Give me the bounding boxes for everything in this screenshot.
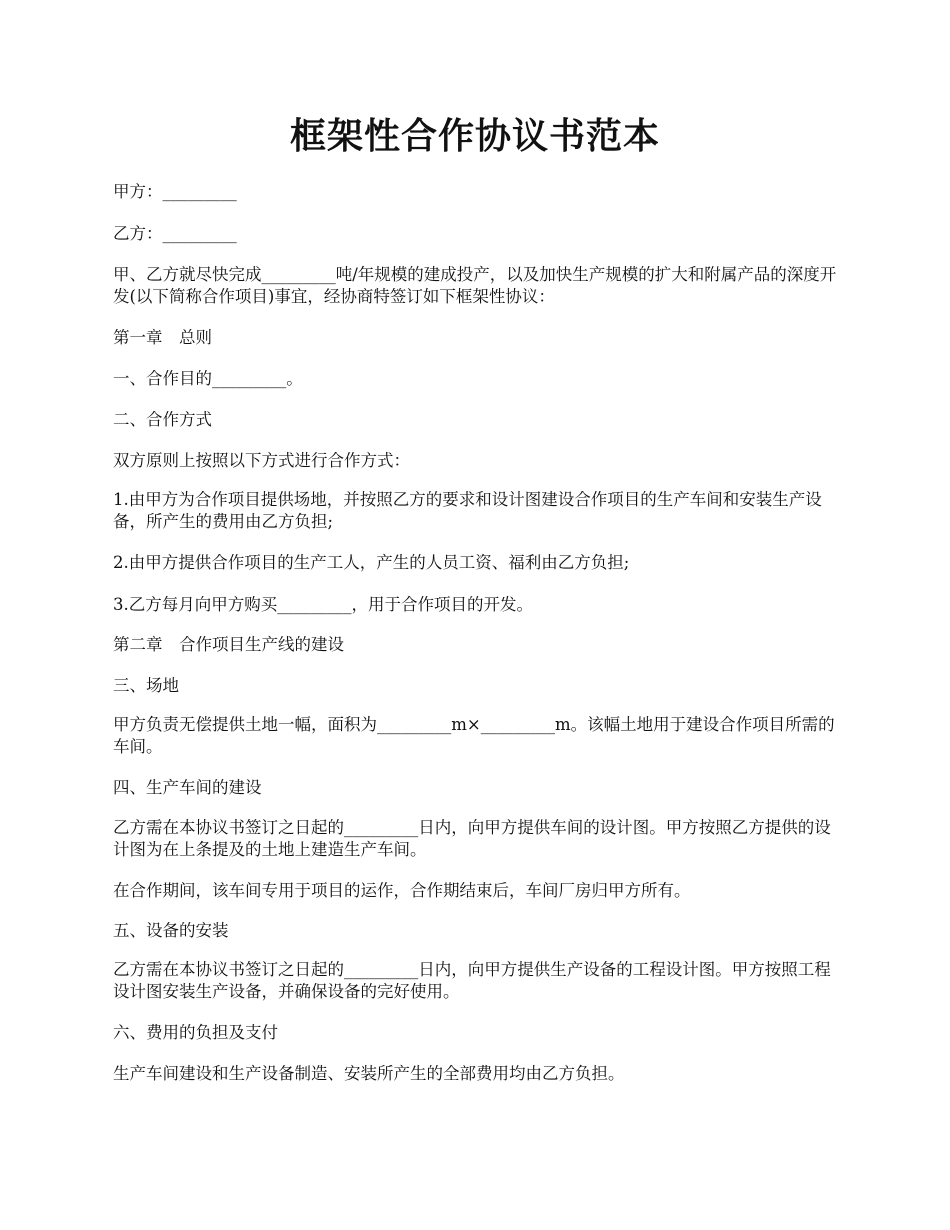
- chapter-2-heading: 第二章 合作项目生产线的建设: [113, 635, 344, 654]
- section-2-heading: 二、合作方式: [113, 410, 212, 429]
- workshop-ownership-paragraph: 在合作期间，该车间专用于项目的运作，合作期结束后，车间厂房归甲方所有。: [113, 881, 691, 900]
- section-4-heading: 四、生产车间的建设: [113, 778, 262, 797]
- section-6-heading: 六、费用的负担及支付: [113, 1023, 278, 1042]
- section-3-heading: 三、场地: [113, 676, 179, 695]
- chapter-1-heading: 第一章 总则: [113, 328, 212, 347]
- equipment-paragraph: 乙方需在本协议书签订之日起的_________日内，向甲方提供生产设备的工程设计图。甲方按照工程设计图安装生产设备，并确保设备的完好使用。: [113, 960, 831, 1001]
- cost-paragraph: 生产车间建设和生产设备制造、安装所产生的全部费用均由乙方负担。: [113, 1064, 625, 1083]
- workshop-paragraph: 乙方需在本协议书签订之日起的_________日内，向甲方提供车间的设计图。甲方按照乙方提供的设计图为在上条提及的土地上建造生产车间。: [113, 818, 831, 859]
- section-5-heading: 五、设备的安装: [113, 921, 229, 940]
- cooperation-item-1: 1.由甲方为合作项目提供场地，并按照乙方的要求和设计图建设合作项目的生产车间和安装生产设备，所产生的费用由乙方负担;: [113, 490, 822, 531]
- party-b-line: 乙方：_________: [113, 224, 237, 243]
- document-title: 框架性合作协议书范本: [289, 115, 660, 157]
- site-paragraph: 甲方负责无偿提供土地一幅，面积为_________m×_________m。该幅土地用于建设合作项目所需的车间。: [113, 715, 835, 756]
- party-a-line: 甲方：_________: [113, 182, 237, 201]
- preamble-paragraph: 甲、乙方就尽快完成_________吨/年规模的建成投产，以及加快生产规模的扩大和附属产品的深度开发(以下简称合作项目)事宜，经协商特签订如下框架性协议：: [113, 265, 837, 306]
- cooperation-intro: 双方原则上按照以下方式进行合作方式：: [113, 451, 410, 470]
- section-1-heading: 一、合作目的_________。: [113, 369, 303, 388]
- cooperation-item-3: 3.乙方每月向甲方购买_________，用于合作项目的开发。: [113, 595, 533, 614]
- cooperation-item-2: 2.由甲方提供合作项目的生产工人，产生的人员工资、福利由乙方负担;: [113, 553, 630, 572]
